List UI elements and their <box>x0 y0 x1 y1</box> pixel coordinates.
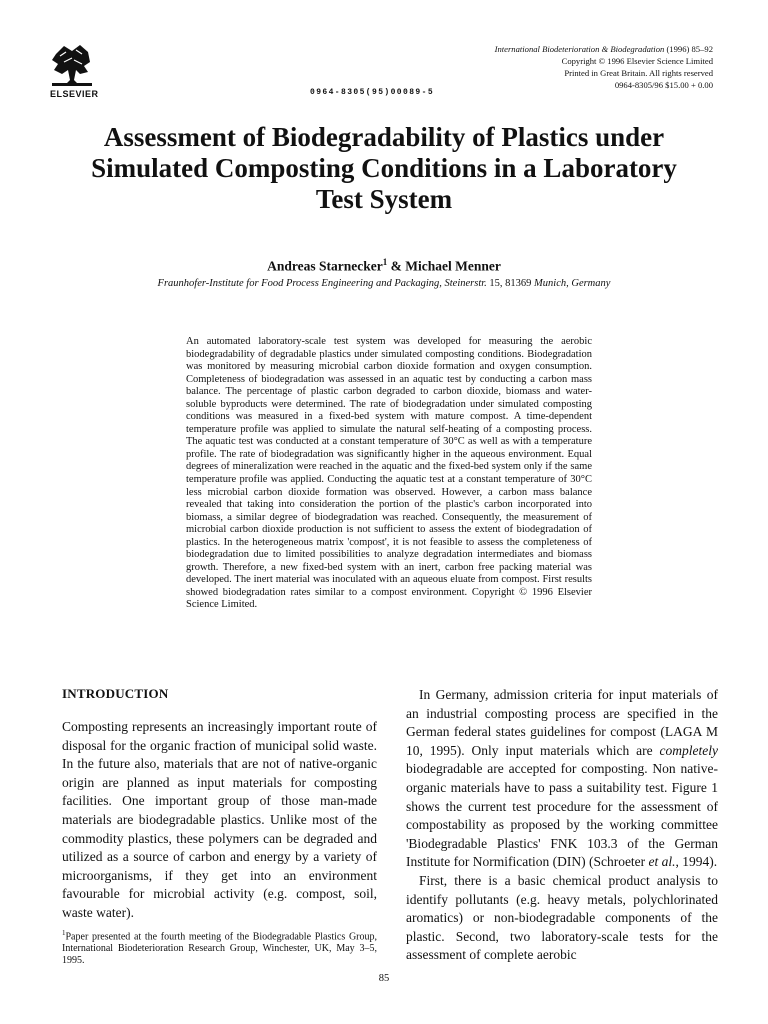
copyright-line: Copyright © 1996 Elsevier Science Limited <box>561 56 713 66</box>
elsevier-logo <box>50 42 108 99</box>
right-column <box>406 686 718 965</box>
page-number: 85 <box>378 973 390 984</box>
elsevier-tree-icon <box>50 42 94 88</box>
abstract: An automated laboratory-scale test system was developed for measuring the aerobic biodegradability of degradable plastics under simulated composting conditions. Biodegradation was monitored by measuring microbial carbon dioxide formation and oxygen consumption. Completeness of biodegradation was assessed in an aquatic test by conducting a carbon mass balance. The percentage of plastic carbon degraded to carbon dioxide, biomass and water-soluble byproducts were determined. The rate of biodegradation under simulated composting conditions was measured in a fixed-bed system with mature compost. A time-dependent temperature profile was applied to simulate the natural self-heating of a composting process. The aquatic test was conducted at a constant temperature of 30°C as well as with a temperature profile. The rate of biodegradation was significantly higher in the aqueous environment. Equal degrees of mineralization were reached in the aquatic and the fixed-bed system only if the same temperature profile was applied. Conducting the aquatic test at a constant temperature of 30°C less microbial carbon dioxide formation was observed. However, a carbon mass balance revealed that taking into consideration the portion of the plastic's carbon incorporated into biomass, a similar degree of biodegradation was reached. Consequently, the measurement of microbial carbon dioxide production is not sufficient to assess the extent of biodegradation of plastics. In the heterogeneous matrix 'compost', it is not feasible to assess the completeness of biodegradation due to limited possibilities to analyze degradation intermediates and biomass growth. Therefore, a new fixed-bed system with an inert, carbon free packing material was developed. The inert material was inoculated with an aqueous eluate from compost. First results showed biodegradation rates similar to a compost environment. Copyright © 1996 Elsevier Science Limited. <box>186 336 592 611</box>
footnote-mark: 1 <box>62 928 66 937</box>
section-heading: INTRODUCTION <box>62 686 169 701</box>
emphasis-text: completely <box>659 742 718 758</box>
title-line: Assessment of Biodegradability of Plastics under <box>103 122 665 152</box>
left-column <box>62 686 377 967</box>
intro-paragraph: Composting represents an increasingly important route of disposal for the organic fraction of municipal solid waste. In the future also, materials that are not of native-organic origin are planned as input materials for composting facilities. One important group of those man-made materials are biodegradable plastics. Unlike most of the commodity plastics, these polymers can be degraded and utilized as a source of carbon and energy by a variety of microorganisms, if they get into an environment favourable for microbial activity (e.g. compost, soil, waste water). <box>62 719 377 920</box>
publisher-name: ELSEVIER <box>50 89 99 99</box>
footnote <box>62 927 377 968</box>
affiliation-institute: Fraunhofer-Institute for Food Process Engineering and Packaging, Steinerstr. <box>157 278 490 289</box>
author-joiner: & <box>387 258 406 274</box>
journal-citation <box>495 43 713 55</box>
author-footnote-mark: 1 <box>382 257 388 267</box>
affiliation <box>40 278 728 289</box>
body-paragraph: First, there is a basic chemical product analysis to identify pollutants (e.g. heavy metals, polychlorinated aromatics) or non-biodegradable components of the plastic. Second, two laboratory-scale tests for the assessment of complete aerobic <box>406 872 718 963</box>
body-text-run: , 1994). <box>675 854 718 870</box>
price-line: 0964-8305/96 $15.00 + 0.00 <box>614 80 713 90</box>
citation-etal: et al. <box>648 854 676 870</box>
author-list <box>40 257 728 275</box>
author-name: Andreas Starnecker <box>267 258 383 274</box>
body-text-run: biodegradable are accepted for composting. Non native-organic materials have to pass a suitability test. Figure 1 shows the current test procedure for the assessment of compostability as proposed by the working committee 'Biodegradable Plastics' FNK 103.3 of the German Institute for Normification (DIN) (Schroeter <box>406 761 718 870</box>
affiliation-city: Munich, Germany <box>531 278 611 289</box>
printed-line: Printed in Great Britain. All rights reserved <box>564 68 713 78</box>
title-line: Test System <box>315 184 453 214</box>
journal-meta <box>495 43 713 91</box>
author-name: Michael Menner <box>405 258 501 274</box>
affiliation-address: 15, 81369 <box>489 278 532 289</box>
journal-name: International Biodeterioration & Biodegradation <box>494 44 665 54</box>
body-text-run: In Germany, admission criteria for input materials of an industrial composting process are specified in the German federal states guidelines for compost (LAGA M 10, 1995). Only input materials which are <box>406 687 718 758</box>
journal-volume: (1996) 85–92 <box>664 44 713 54</box>
footnote-text: Paper presented at the fourth meeting of the Biodegradable Plastics Group, International Biodeterioration Research Group, Winchester, UK, May 3–5, 1995. <box>62 930 377 967</box>
issn-code: 0964-8305(95)00089-5 <box>310 88 435 97</box>
body-paragraph <box>406 686 718 872</box>
title-line: Simulated Composting Conditions in a Laboratory <box>91 153 677 183</box>
paper-title <box>40 122 728 215</box>
